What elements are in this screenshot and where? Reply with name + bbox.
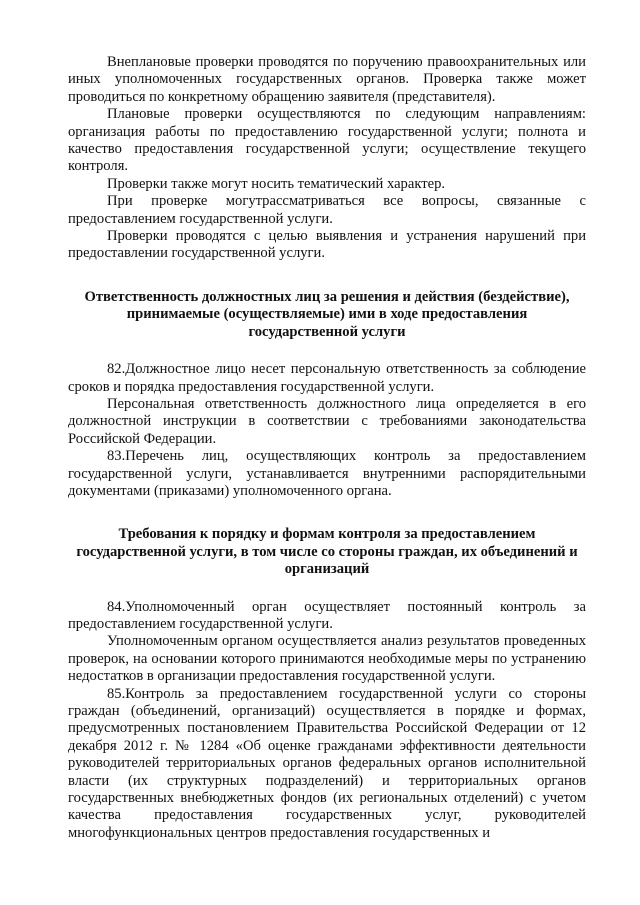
section-heading-control-requirements: Требования к порядку и формам контроля за предоставлением государственной услуги, в том числе со стороны граждан, их объединений и организаций — [76, 526, 578, 578]
paragraph-84: 84.Уполномоченный орган осуществляет постоянный контроль за предоставлением государственной услуги. — [68, 598, 586, 632]
paragraph-inspection-purpose: Проверки проводятся с целью выявления и устранения нарушений при предоставлении государственной услуги. — [68, 228, 586, 262]
spacer — [68, 500, 586, 526]
paragraph-personal-responsibility: Персональная ответственность должностного лица определяется в его должностной инструкции в соответствии с требованиями законодательства Российской Федерации. — [68, 395, 586, 447]
paragraph-thematic-inspections: Проверки также могут носить тематический характер. — [107, 175, 446, 192]
paragraph-85: 85.Контроль за предоставлением государственной услуги со стороны граждан (объединений, организаций) осуществляется в порядке и формах, предусмотренных постановлением Правительства Российской Федерации от 12 декабря 2012 г. № 1284 «Об оценке гражданами эффективности деятельности руководителей территориальных органов федеральных органов исполнительной власти (их структурных подразделений) и территориальных органов государственных внебюджетных фондов (их региональных отделений) с учетом качества предоставления государственных услуг, руководителей многофункциональных центров предоставления государственных и — [68, 685, 586, 841]
section-heading-responsibility: Ответственность должностных лиц за решения и действия (бездействие), принимаемые (осуществляемые) ими в ходе предоставления государственной услуги — [84, 288, 570, 340]
paragraph-unscheduled-inspections: Внеплановые проверки проводятся по поручению правоохранительных или иных уполномоченных государственных органов. Проверка также может проводиться по конкретному обращению заявителя (представителя). — [68, 54, 586, 105]
spacer — [68, 579, 586, 599]
paragraph-inspection-questions: При проверке могутрассматриваться все вопросы, связанные с предоставлением государственной услуги. — [68, 193, 586, 227]
spacer — [68, 341, 586, 361]
paragraph-82: 82.Должностное лицо несет персональную ответственность за соблюдение сроков и порядка предоставления государственной услуги. — [68, 361, 586, 395]
spacer — [68, 263, 586, 289]
document-page — [68, 54, 586, 842]
paragraph-scheduled-inspections: Плановые проверки осуществляются по следующим направлениям: организация работы по предоставлению государственной услуги; полнота и качество предоставления государственной услуги; осуществление текущего контроля. — [68, 106, 586, 175]
paragraph-83: 83.Перечень лиц, осуществляющих контроль за предоставлением государственной услуги, устанавливается внутренними распорядительными документами (приказами) уполномоченного органа. — [68, 448, 586, 499]
paragraph-analysis: Уполномоченным органом осуществляется анализ результатов проведенных проверок, на основании которого принимаются необходимые меры по устранению недостатков в организации предоставления государственной услуги. — [68, 633, 586, 685]
